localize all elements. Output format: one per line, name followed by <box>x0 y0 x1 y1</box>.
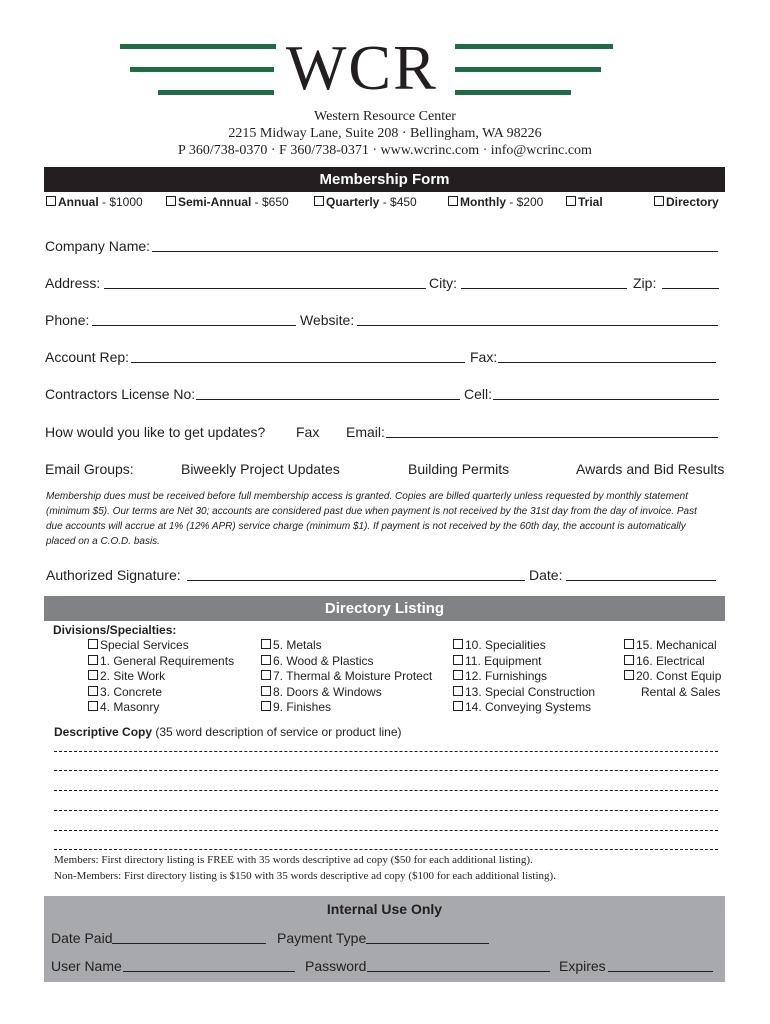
division-item[interactable]: 4. Masonry <box>88 700 234 716</box>
updates-fax-option[interactable]: Fax <box>296 424 320 440</box>
checkbox-icon[interactable] <box>166 196 176 206</box>
descriptive-copy-line[interactable] <box>54 751 718 752</box>
division-item[interactable]: 10. Specialities <box>453 638 595 654</box>
checkbox-icon[interactable] <box>654 196 664 206</box>
division-item[interactable]: 6. Wood & Plastics <box>261 654 432 670</box>
members-note: Members: First directory listing is FREE with 35 words descriptive ad copy ($50 for each additional listing). <box>54 854 533 866</box>
checkbox-icon[interactable] <box>261 639 271 649</box>
date-paid-label: Date Paid <box>51 930 113 946</box>
license-label: Contractors License No: <box>45 386 196 402</box>
company-name-label: Company Name: <box>45 238 151 254</box>
logo-wordmark: WCR <box>286 32 438 103</box>
checkbox-icon[interactable] <box>624 639 634 649</box>
date-field[interactable] <box>566 580 716 581</box>
company-name-field[interactable] <box>152 251 718 252</box>
division-item[interactable]: 8. Doors & Windows <box>261 685 432 701</box>
zip-label: Zip: <box>633 275 657 291</box>
division-item[interactable]: 2. Site Work <box>88 669 234 685</box>
checkbox-icon[interactable] <box>624 670 634 680</box>
checkbox-icon[interactable] <box>453 686 463 696</box>
logo-stripe <box>120 44 276 49</box>
updates-question: How would you like to get updates? <box>45 424 266 440</box>
divisions-col-1 <box>88 638 234 716</box>
logo-stripe <box>455 67 601 72</box>
cell-field[interactable] <box>493 399 719 400</box>
division-item[interactable]: 9. Finishes <box>261 700 432 716</box>
internal-use-title: Internal Use Only <box>326 901 443 917</box>
checkbox-icon[interactable] <box>453 670 463 680</box>
membership-form-header: Membership Form <box>44 167 725 192</box>
email-groups-label: Email Groups: <box>45 461 134 477</box>
option-trial[interactable]: Trial <box>566 195 603 209</box>
checkbox-icon[interactable] <box>314 196 324 206</box>
user-name-field[interactable] <box>123 971 295 972</box>
expires-field[interactable] <box>608 971 713 972</box>
divisions-col-3 <box>453 638 595 716</box>
address-field[interactable] <box>104 288 426 289</box>
website-field[interactable] <box>357 325 718 326</box>
descriptive-copy-line[interactable] <box>54 770 718 771</box>
option-annual[interactable]: Annual - $1000 <box>46 195 143 209</box>
division-item-continuation: Rental & Sales <box>641 684 721 699</box>
division-item[interactable]: 14. Conveying Systems <box>453 700 595 716</box>
division-item[interactable]: 13. Special Construction <box>453 685 595 701</box>
city-field[interactable] <box>461 288 627 289</box>
checkbox-icon[interactable] <box>261 686 271 696</box>
checkbox-icon[interactable] <box>88 655 98 665</box>
checkbox-icon[interactable] <box>453 639 463 649</box>
group-awards[interactable]: Awards and Bid Results <box>576 461 725 477</box>
option-directory[interactable]: Directory <box>654 195 719 209</box>
date-label: Date: <box>529 567 563 583</box>
city-label: City: <box>429 275 457 291</box>
directory-listing-header: Directory Listing <box>44 596 725 621</box>
fax-field[interactable] <box>498 362 716 363</box>
checkbox-icon[interactable] <box>88 639 98 649</box>
checkbox-icon[interactable] <box>88 686 98 696</box>
logo-stripe <box>130 67 274 72</box>
org-contact: P 360/738-0370 · F 360/738-0371 · www.wcrinc.com · info@wcrinc.com <box>178 143 592 158</box>
division-item[interactable]: Special Services <box>88 638 234 654</box>
email-field[interactable] <box>386 437 718 438</box>
phone-label: Phone: <box>45 312 90 328</box>
checkbox-icon[interactable] <box>88 670 98 680</box>
internal-use-panel <box>44 896 725 982</box>
checkbox-icon[interactable] <box>261 655 271 665</box>
division-item[interactable]: 1. General Requirements <box>88 654 234 670</box>
user-name-label: User Name <box>51 958 122 974</box>
descriptive-copy-line[interactable] <box>54 790 718 791</box>
division-item[interactable]: 16. Electrical <box>624 654 721 670</box>
license-field[interactable] <box>196 399 460 400</box>
date-paid-field[interactable] <box>112 943 266 944</box>
fax-label: Fax: <box>470 349 498 365</box>
division-item[interactable]: 3. Concrete <box>88 685 234 701</box>
option-quarterly[interactable]: Quarterly - $450 <box>314 195 417 209</box>
checkbox-icon[interactable] <box>261 701 271 711</box>
account-rep-field[interactable] <box>131 362 465 363</box>
divisions-col-4 <box>624 638 721 700</box>
checkbox-icon[interactable] <box>453 701 463 711</box>
checkbox-icon[interactable] <box>624 655 634 665</box>
password-field[interactable] <box>367 971 550 972</box>
signature-label: Authorized Signature: <box>46 567 181 583</box>
option-monthly[interactable]: Monthly - $200 <box>448 195 543 209</box>
descriptive-copy-label: Descriptive Copy (35 word description of service or product line) <box>54 725 402 739</box>
signature-field[interactable] <box>187 580 525 581</box>
org-name: Western Resource Center <box>314 109 456 124</box>
checkbox-icon[interactable] <box>88 701 98 711</box>
logo-stripe <box>158 90 274 95</box>
descriptive-copy-line[interactable] <box>54 810 718 811</box>
division-item[interactable]: 5. Metals <box>261 638 432 654</box>
cell-label: Cell: <box>464 386 493 402</box>
address-label: Address: <box>45 275 101 291</box>
division-item[interactable]: 15. Mechanical <box>624 638 721 654</box>
checkbox-icon[interactable] <box>46 196 56 206</box>
zip-field[interactable] <box>662 288 719 289</box>
logo-stripe <box>455 44 613 49</box>
divisions-col-2 <box>261 638 432 716</box>
phone-field[interactable] <box>92 325 296 326</box>
logo-stripe <box>455 90 571 95</box>
expires-label: Expires <box>559 958 606 974</box>
option-semi-annual[interactable]: Semi-Annual - $650 <box>166 195 289 209</box>
group-building-permits[interactable]: Building Permits <box>408 461 510 477</box>
checkbox-icon[interactable] <box>453 655 463 665</box>
payment-type-label: Payment Type <box>277 930 367 946</box>
password-label: Password <box>305 958 367 974</box>
descriptive-copy-line[interactable] <box>54 849 718 850</box>
payment-type-field[interactable] <box>366 943 489 944</box>
nonmembers-note: Non-Members: First directory listing is $150 with 35 words descriptive ad copy ($100 for each additional listing). <box>54 870 556 882</box>
checkbox-icon[interactable] <box>448 196 458 206</box>
division-item[interactable]: 20. Const Equip <box>624 669 721 685</box>
division-item[interactable]: 7. Thermal & Moisture Protect <box>261 669 432 685</box>
division-item[interactable]: 12. Furnishings <box>453 669 595 685</box>
checkbox-icon[interactable] <box>566 196 576 206</box>
divisions-label: Divisions/Specialties: <box>53 623 177 637</box>
group-biweekly[interactable]: Biweekly Project Updates <box>181 461 340 477</box>
org-address: 2215 Midway Lane, Suite 208 · Bellingham, WA 98226 <box>228 126 542 141</box>
descriptive-copy-line[interactable] <box>54 830 718 831</box>
account-rep-label: Account Rep: <box>45 349 130 365</box>
website-label: Website: <box>300 312 355 328</box>
division-item[interactable]: 11. Equipment <box>453 654 595 670</box>
checkbox-icon[interactable] <box>261 670 271 680</box>
email-label: Email: <box>346 424 385 440</box>
terms-text: Membership dues must be received before full membership access is granted. Copies are billed quarterly unless requested by monthly statement (minimum $5). Our terms are Net 30; accounts are considered past due when payment is not received by the 31st day from the day of invoice. Past due accounts will accrue at 1% (12% APR) service charge (minimum $1). If payment is not received by the 60th day, the account is automatically placed on a C.O.D. basis. <box>46 491 697 547</box>
